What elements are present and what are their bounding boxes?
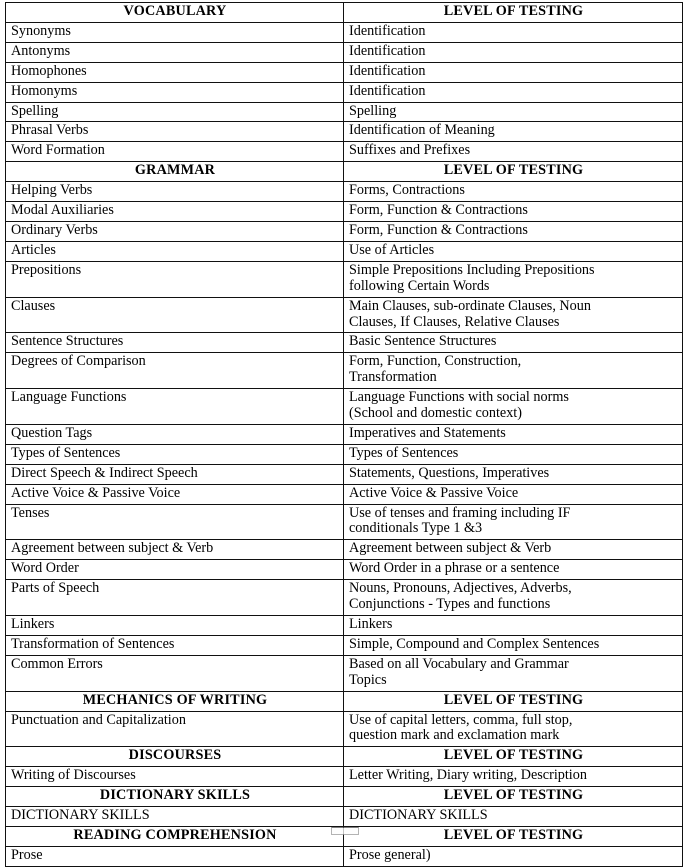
table-row [6,464,683,484]
topic-cell: Transformation of Sentences [6,635,344,655]
testing-line: question mark and exclamation mark [349,727,560,744]
table-row [6,22,683,42]
testing-cell [344,846,683,866]
topic-cell: Ordinary Verbs [6,221,344,241]
table-row [6,297,683,333]
topic-cell: Modal Auxiliaries [6,202,344,222]
section-heading-discourses: DISCOURSES [6,747,344,767]
section-heading-grammar: GRAMMAR [6,162,344,182]
testing-cell [344,333,683,353]
topic-cell: Common Errors [6,655,344,691]
testing-line: Form, Function & Contractions [349,202,528,219]
testing-line: Clauses, If Clauses, Relative Clauses [349,313,560,330]
testing-line: Basic Sentence Structures [349,333,497,350]
section-header-row [6,787,683,807]
level-of-testing-heading: LEVEL OF TESTING [344,3,683,23]
testing-line: Based on all Vocabulary and Grammar [349,655,569,672]
topic-cell: Question Tags [6,424,344,444]
testing-line: Simple, Compound and Complex Sentences [349,635,600,652]
testing-line: Identification [349,62,426,79]
topic-cell: Active Voice & Passive Voice [6,484,344,504]
testing-line: Statements, Questions, Imperatives [349,464,550,481]
testing-cell [344,22,683,42]
testing-cell [344,424,683,444]
topic-cell: Prose [6,846,344,866]
topic-cell: Types of Sentences [6,444,344,464]
level-of-testing-heading: LEVEL OF TESTING [344,826,683,846]
table-row [6,424,683,444]
topic-cell: Punctuation and Capitalization [6,711,344,747]
topic-cell: Prepositions [6,261,344,297]
testing-cell [344,767,683,787]
table-row [6,540,683,560]
topic-cell: Spelling [6,102,344,122]
testing-line: Use of tenses and framing including IF [349,504,571,521]
testing-cell [344,635,683,655]
topic-cell: Clauses [6,297,344,333]
testing-line: Use of Articles [349,241,435,258]
testing-cell [344,484,683,504]
table-row [6,353,683,389]
table-row [6,580,683,616]
testing-line: Form, Function & Contractions [349,221,528,238]
testing-cell [344,297,683,333]
testing-cell [344,202,683,222]
section-header-row [6,691,683,711]
testing-line: Word Order in a phrase or a sentence [349,560,560,577]
testing-cell [344,42,683,62]
testing-cell [344,711,683,747]
topic-cell: Homophones [6,62,344,82]
testing-cell [344,62,683,82]
testing-line: Identification [349,22,426,39]
topic-cell: Articles [6,241,344,261]
testing-line: Simple Prepositions Including Prepositions [349,261,595,278]
topic-cell: Homonyms [6,82,344,102]
testing-cell [344,540,683,560]
table-row [6,142,683,162]
testing-cell [344,464,683,484]
topic-cell: Synonyms [6,22,344,42]
table-row [6,635,683,655]
topic-cell: Language Functions [6,389,344,425]
testing-line: Suffixes and Prefixes [349,142,471,159]
topic-cell: Phrasal Verbs [6,122,344,142]
table-row [6,82,683,102]
table-row [6,42,683,62]
table-row [6,202,683,222]
testing-line: Types of Sentences [349,444,459,461]
testing-cell [344,389,683,425]
topic-cell: Degrees of Comparison [6,353,344,389]
section-header-row [6,747,683,767]
topic-cell: Direct Speech & Indirect Speech [6,464,344,484]
section-heading-dictionary-skills: DICTIONARY SKILLS [6,787,344,807]
table-row [6,560,683,580]
testing-cell [344,261,683,297]
testing-cell [344,444,683,464]
table-row [6,241,683,261]
level-of-testing-heading: LEVEL OF TESTING [344,787,683,807]
table-row [6,711,683,747]
table-row [6,616,683,636]
testing-line: Linkers [349,616,393,632]
section-header-row [6,3,683,23]
testing-line: Transformation [349,369,437,386]
table-row [6,333,683,353]
table-row [6,846,683,866]
testing-line: DICTIONARY SKILLS [349,807,488,824]
section-heading-mechanics-of-writing: MECHANICS OF WRITING [6,691,344,711]
table-row [6,655,683,691]
topic-cell: Parts of Speech [6,580,344,616]
testing-cell [344,221,683,241]
level-of-testing-heading: LEVEL OF TESTING [344,691,683,711]
testing-line: Nouns, Pronouns, Adjectives, Adverbs, [349,580,572,597]
table-row [6,261,683,297]
testing-line: conditionals Type 1 &3 [349,520,483,537]
section-header-row [6,162,683,182]
testing-line: Topics [349,671,387,688]
table-row [6,122,683,142]
topic-cell: Tenses [6,504,344,540]
testing-line: Form, Function, Construction, [349,353,522,370]
testing-cell [344,504,683,540]
testing-cell [344,122,683,142]
testing-line: Imperatives and Statements [349,424,506,441]
testing-line: Agreement between subject & Verb [349,540,552,557]
testing-line: Identification of Meaning [349,122,495,139]
testing-line: Use of capital letters, comma, full stop, [349,711,573,728]
testing-cell [344,82,683,102]
testing-cell [344,616,683,636]
topic-cell: DICTIONARY SKILLS [6,807,344,827]
testing-cell [344,241,683,261]
table-row [6,62,683,82]
table-row [6,102,683,122]
topic-cell: Agreement between subject & Verb [6,540,344,560]
table-row [6,182,683,202]
testing-line: following Certain Words [349,277,490,294]
section-heading-reading-comprehension: READING COMPREHENSION [6,826,344,846]
level-of-testing-heading: LEVEL OF TESTING [344,747,683,767]
topic-cell: Helping Verbs [6,182,344,202]
testing-line: Conjunctions - Types and functions [349,596,551,613]
topic-cell: Word Formation [6,142,344,162]
testing-cell [344,560,683,580]
testing-cell [344,182,683,202]
topic-cell: Writing of Discourses [6,767,344,787]
testing-line: Identification [349,42,426,59]
table-row [6,221,683,241]
topic-cell: Sentence Structures [6,333,344,353]
testing-line: Identification [349,82,426,99]
testing-cell [344,807,683,827]
table-row [6,767,683,787]
testing-cell [344,102,683,122]
topic-cell: Linkers [6,616,344,636]
testing-line: Language Functions with social norms [349,389,569,406]
topic-cell: Word Order [6,560,344,580]
testing-cell [344,353,683,389]
table-row [6,484,683,504]
table-row [6,807,683,827]
syllabus-table [5,2,683,867]
table-row [6,389,683,425]
testing-line: Prose general) [349,846,431,863]
level-of-testing-heading: LEVEL OF TESTING [344,162,683,182]
testing-line: Active Voice & Passive Voice [349,484,519,501]
testing-cell [344,655,683,691]
testing-cell [344,580,683,616]
section-heading-vocabulary: VOCABULARY [6,3,344,23]
testing-line: Letter Writing, Diary writing, Description [349,767,587,784]
table-row [6,504,683,540]
testing-cell [344,142,683,162]
table-row [6,444,683,464]
testing-line: (School and domestic context) [349,405,522,422]
topic-cell: Antonyms [6,42,344,62]
testing-line: Forms, Contractions [349,182,465,199]
syllabus-table-body [6,3,683,867]
testing-line: Main Clauses, sub-ordinate Clauses, Noun [349,297,591,314]
testing-line: Spelling [349,102,397,119]
page-bottom-artifact [331,827,359,835]
